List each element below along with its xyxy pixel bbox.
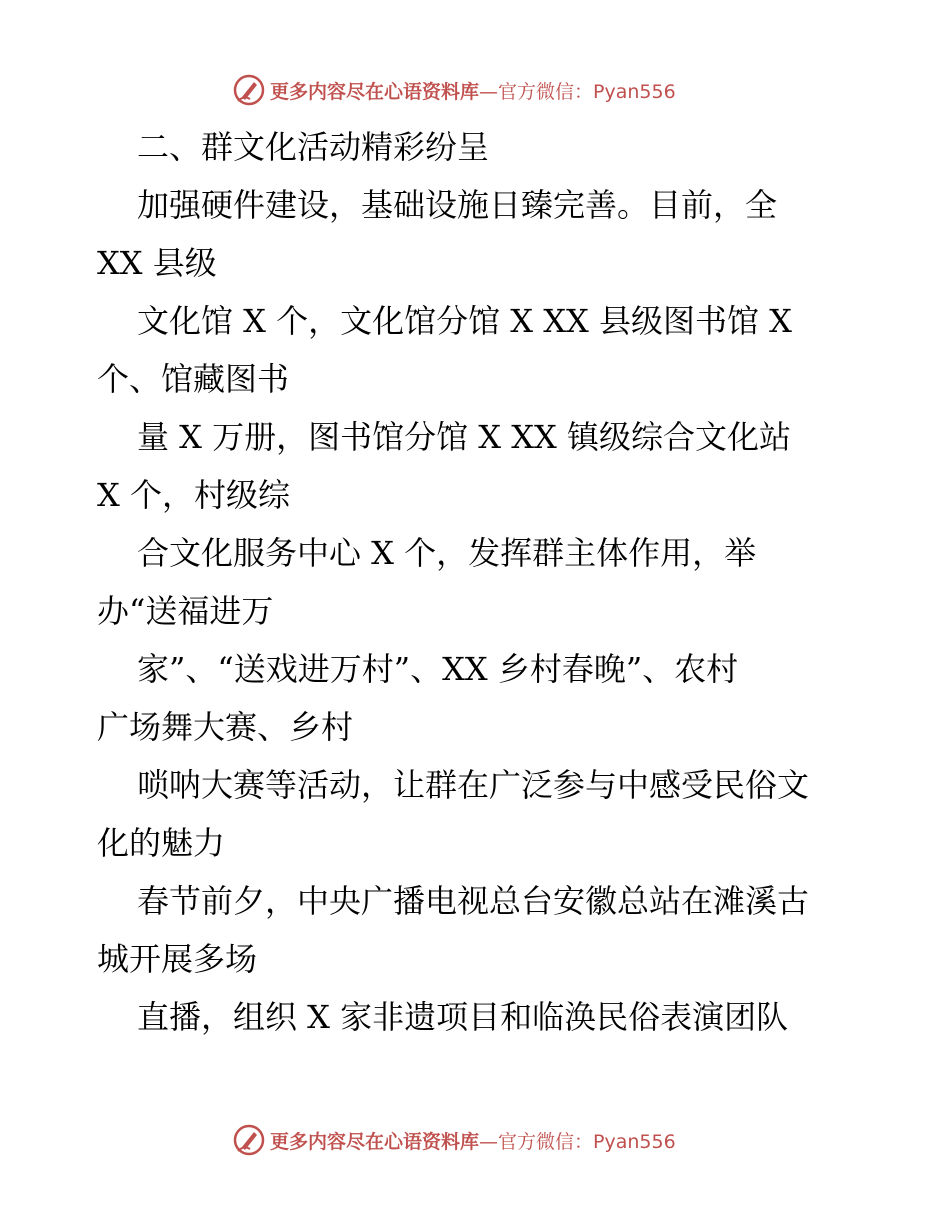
body-line: 城开展多场 [97,940,258,978]
body-line: 二、群文化活动精彩纷呈 [137,128,490,166]
body-line: 合文化服务中心 X 个，发挥群主体作用，举 [137,534,757,572]
body-line: 唢呐大赛等活动，让群在广泛参与中感受民俗文 [137,766,810,804]
body-line: 办“送福进万 [97,592,274,630]
body-line: 春节前夕，中央广播电视总台安徽总站在滩溪古 [137,882,810,920]
header-watermark-banner [232,72,712,108]
banner-left-text: 更多内容尽在心语资料库 [270,80,480,103]
pen-in-circle-logo-icon [232,73,266,107]
body-line: 家”、“送戏进万村”、XX 乡村春晚”、农村 [137,650,739,688]
footer-watermark-banner [232,1122,712,1158]
body-line: 广场舞大赛、乡村 [97,708,354,746]
banner-right-text: —官方微信：Pyan556 [479,1130,676,1153]
banner-right-text: —官方微信：Pyan556 [479,80,676,103]
banner-left-text: 更多内容尽在心语资料库 [270,1130,480,1153]
body-line: 化的魅力 [97,824,226,862]
document-body [97,118,857,1046]
body-line: 个、馆藏图书 [97,360,290,398]
body-line: 加强硬件建设，基础设施日臻完善。目前，全 [137,186,778,224]
body-line: X 个，村级综 [97,476,290,514]
pen-in-circle-logo-icon [232,1123,266,1157]
body-line: 文化馆 X 个，文化馆分馆 X XX 县级图书馆 X [137,302,792,340]
body-line: XX 县级 [97,244,217,282]
body-line: 直播，组织 X 家非遗项目和临涣民俗表演团队 [137,998,789,1036]
body-line: 量 X 万册，图书馆分馆 X XX 镇级综合文化站 [137,418,791,456]
